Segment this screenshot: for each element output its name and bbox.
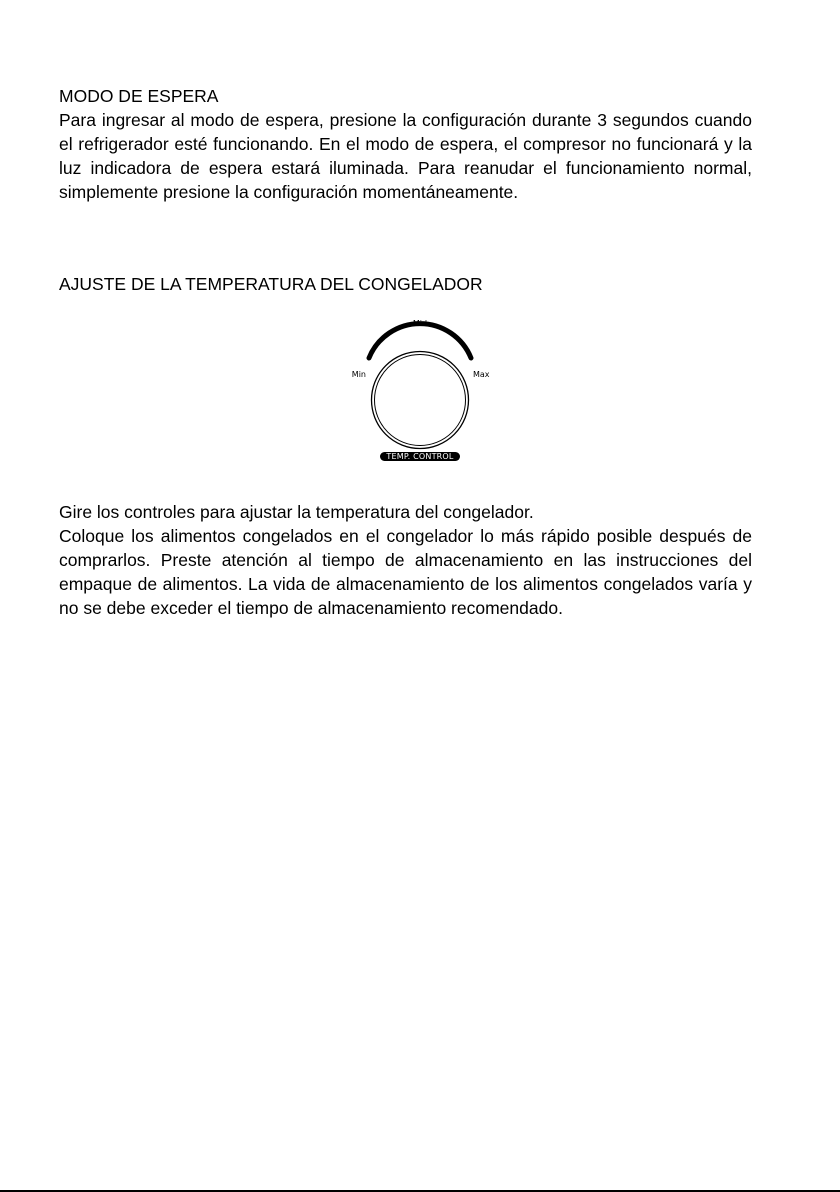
freezer-section [59,272,752,296]
dial-label-max: Max [473,370,490,379]
temperature-dial-illustration [326,316,536,466]
dial-label-mid: Mid [412,319,428,328]
dial-inner-ring [375,355,466,446]
standby-section [59,84,752,204]
dial-range-arc [369,324,471,358]
dial-label-min: Min [351,370,366,379]
standby-heading: MODO DE ESPERA [59,86,219,106]
freezer-heading: AJUSTE DE LA TEMPERATURA DEL CONGELADOR [59,274,483,294]
instructions-paragraph: Coloque los alimentos congelados en el congelador lo más rápido posible después de comprarlos. Preste atención al tiempo de almacenamiento en las instrucciones del empaque de alimentos. La vida de almacenamiento de los alimentos congelados varía y no se debe exceder el tiempo de almacenamiento recomendado. [59,526,752,618]
instructions-line: Gire los controles para ajustar la temperatura del congelador. [59,502,534,522]
dial-outer-ring [372,352,469,449]
standby-paragraph: Para ingresar al modo de espera, presione la configuración durante 3 segundos cuando el refrigerador esté funcionando. En el modo de espera, el compresor no funcionará y la luz indicadora de espera estará iluminada. Para reanudar el funcionamiento normal, simplemente presione la configuración momentáneamente. [59,110,752,202]
instructions-section [59,500,752,620]
temperature-dial-figure [326,316,536,466]
temp-control-plate-label: TEMP. CONTROL [386,452,454,462]
